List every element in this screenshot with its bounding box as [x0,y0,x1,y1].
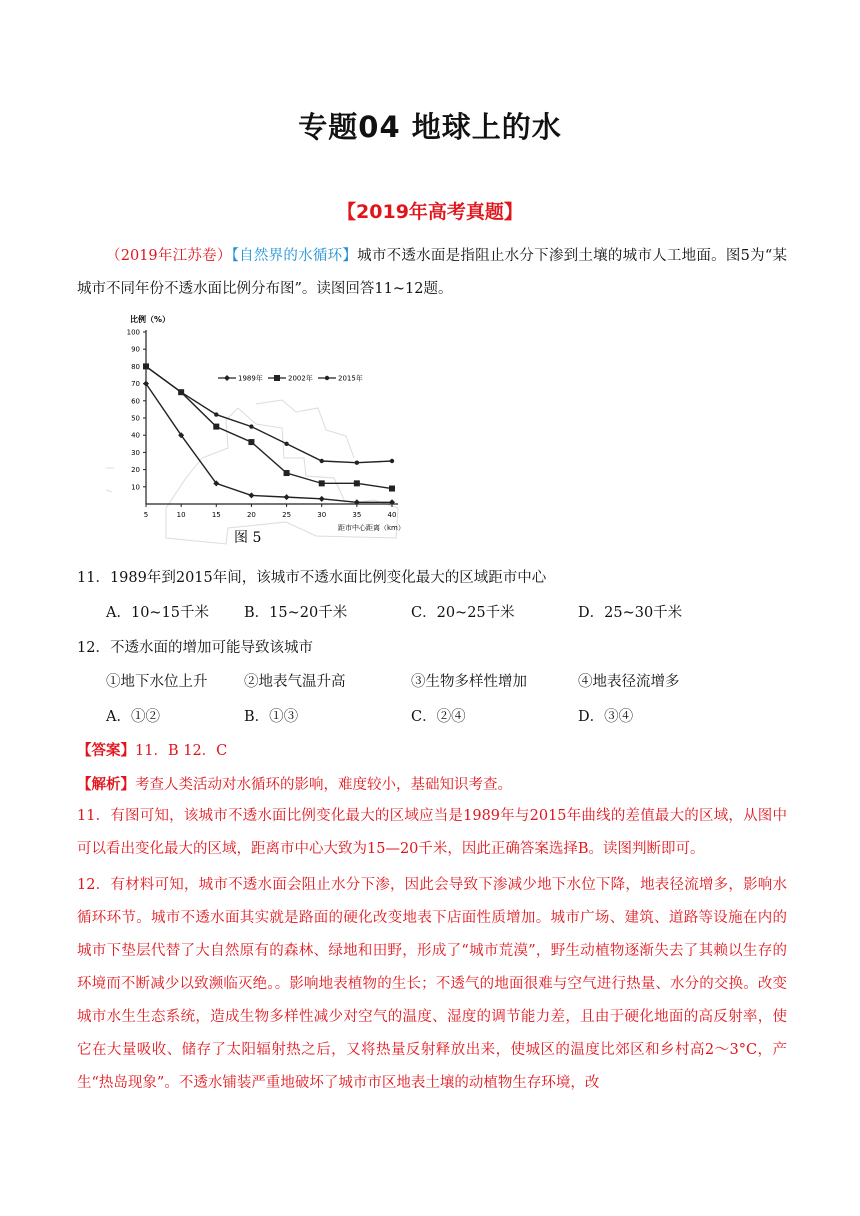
legend-label: 2002年 [288,374,313,383]
answer-label: 【答案】 [77,742,135,759]
data-point [249,424,253,428]
answer-text: 11．B 12．C [135,743,228,759]
q11-option-a: A．10~15千米 [106,605,210,621]
q12-option-d: D．③④ [578,709,634,725]
q12-item-3: ③生物多样性增加 [411,674,527,690]
data-point [213,424,219,430]
q11-stem: 11．1989年到2015年间，该城市不透水面比例变化最大的区域距市中心 [77,570,547,586]
y-tick-label: 70 [131,380,140,389]
data-point [390,459,394,463]
y-tick-label: 80 [131,362,140,371]
intro-text: 城市不透水面是指阻止水分下渗到土壤的城市人工地面。图5为“某城市不同年份不透水面比例分布图”。读图回答11~12题。 [77,248,788,297]
analysis-text: 考查人类活动对水循环的影响，难度较小，基础知识考查。 [135,777,512,793]
legend-marker [325,376,329,380]
data-point [284,470,290,476]
q12-item-2: ②地表气温升高 [244,674,346,690]
source-label: （2019年江苏卷） [106,248,232,264]
data-point [248,439,254,445]
y-tick-label: 40 [131,431,140,440]
data-point [319,480,325,486]
y-tick-label: 90 [131,345,140,354]
y-axis-title: 比例（%） [130,315,171,324]
data-point [284,442,288,446]
y-tick-label: 60 [131,397,140,406]
q12-stem: 12．不透水面的增加可能导致该城市 [77,640,313,656]
legend-marker [274,375,280,381]
legend-label: 2015年 [338,374,363,383]
x-tick-label: 20 [246,511,256,519]
data-point [320,459,324,463]
q12-option-a: A．①② [106,709,160,725]
x-tick-label: 35 [352,511,362,519]
impervious-surface-chart [106,308,408,554]
analysis-line [77,773,512,794]
q12-item-1: ①地下水位上升 [106,674,208,690]
q11-option-b: B．15~20千米 [244,605,348,621]
data-point [144,364,148,368]
q11-option-c: C．20~25千米 [411,605,515,621]
q12-item-4: ④地表径流增多 [578,674,680,690]
y-tick-label: 100 [126,328,140,337]
x-tick-label: 15 [211,511,221,519]
x-tick-label: 30 [317,511,327,519]
y-tick-label: 30 [131,448,140,457]
topic-tag: 【自然界的水循环】 [231,248,358,264]
q12-option-c: C．②④ [411,709,466,725]
analysis-label: 【解析】 [77,776,135,793]
x-tick-label: 40 [387,511,397,519]
y-tick-label: 50 [131,414,140,423]
q11-option-d: D．25~30千米 [578,605,683,621]
data-point [214,412,218,416]
q12-option-b: B．①③ [244,709,299,725]
figure-caption: 图 5 [234,530,262,546]
y-tick-label: 20 [131,466,140,475]
data-point [179,390,183,394]
x-tick-label: 10 [176,511,186,519]
section-heading: 【2019年高考真题】 [337,201,523,223]
page-title: 专题04 地球上的水 [298,110,562,144]
data-point [354,480,360,486]
x-axis-title: 距市中心距离（km） [338,524,405,532]
x-tick-label: 25 [282,511,292,519]
question-intro [77,240,787,306]
data-point [355,461,359,465]
explanation-12: 12．有材料可知，城市不透水面会阻止水分下渗，因此会导致下渗减少地下水位下降，地表径流增多，影响水循环环节。城市不透水面其实就是路面的硬化改变地表下店面性质增加。城市广场、建筑、道路等设施在内的城市下垫层代替了大自然原有的森林、绿地和田野，形成了“城市荒漠”，野生动植物逐渐失去了其赖以生存的环境而不断减少以致濒临灭绝。。影响地表植物的生长；不透气的地面很难与空气进行热量、水分的交换。改变城市水生生态系统，造成生物多样性减少对空气的温度、湿度的调节能力差，且由于硬化地面的高反射率，使它在大量吸收、储存了太阳辐射热之后，又将热量反射释放出来，使城区的温度比郊区和乡村高2～3°C，产生“热岛现象”。不透水铺装严重地破坏了城市市区地表土壤的动植物生存环境，改 [77,877,787,1091]
x-tick-label: 5 [143,511,149,519]
legend-label: 1989年 [238,374,263,383]
explanation-11: 11．有图可知，该城市不透水面比例变化最大的区域应当是1989年与2015年曲线的差值最大的区域，从图中可以看出变化最大的区域，距离市中心大致为15—20千米，因此正确答案选择B。读图判断即可。 [77,808,787,857]
y-tick-label: 10 [131,483,140,492]
answer-line [77,739,227,760]
data-point [389,486,395,492]
